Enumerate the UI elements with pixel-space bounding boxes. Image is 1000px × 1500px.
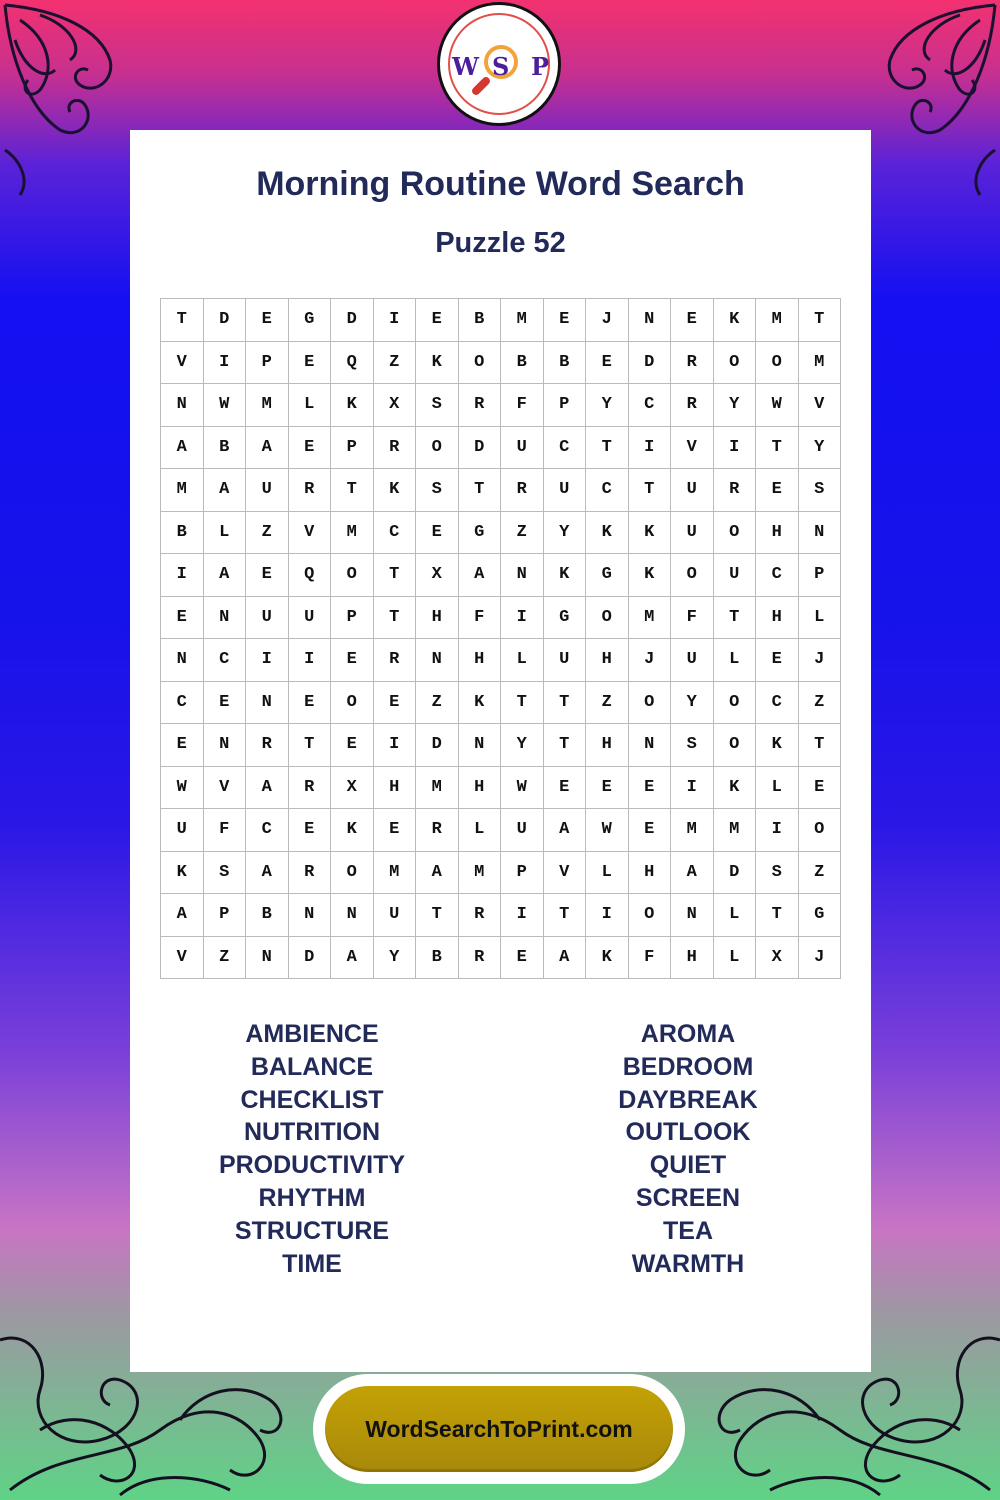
grid-cell[interactable]: I [629, 427, 672, 470]
puzzle-title: Morning Routine Word Search [256, 165, 745, 203]
grid-cell[interactable]: Y [586, 384, 629, 427]
grid-cell[interactable]: B [246, 894, 289, 937]
grid-cell[interactable]: V [161, 937, 204, 980]
grid-cell[interactable]: H [374, 767, 417, 810]
grid-cell[interactable]: S [671, 724, 714, 767]
grid-cell[interactable]: H [629, 852, 672, 895]
grid-cell[interactable]: N [161, 384, 204, 427]
grid-cell[interactable]: R [671, 342, 714, 385]
grid-cell[interactable]: I [501, 894, 544, 937]
grid-cell[interactable]: H [416, 597, 459, 640]
grid-cell[interactable]: P [544, 384, 587, 427]
grid-cell[interactable]: T [629, 469, 672, 512]
grid-cell[interactable]: X [374, 384, 417, 427]
grid-cell[interactable]: V [289, 512, 332, 555]
grid-cell[interactable]: T [544, 894, 587, 937]
grid-cell[interactable]: T [799, 299, 842, 342]
grid-cell[interactable]: N [289, 894, 332, 937]
grid-cell[interactable]: A [671, 852, 714, 895]
grid-cell[interactable]: R [416, 809, 459, 852]
grid-cell[interactable]: M [629, 597, 672, 640]
word-list-item: NUTRITION [243, 1118, 381, 1147]
grid-cell[interactable]: O [714, 724, 757, 767]
grid-cell[interactable]: I [671, 767, 714, 810]
grid-cell[interactable]: S [416, 384, 459, 427]
grid-cell[interactable]: N [671, 894, 714, 937]
grid-cell[interactable]: P [246, 342, 289, 385]
grid-cell[interactable]: E [416, 512, 459, 555]
grid-cell[interactable]: I [501, 597, 544, 640]
grid-cell[interactable]: N [799, 512, 842, 555]
grid-cell[interactable]: K [161, 852, 204, 895]
grid-cell[interactable]: N [416, 639, 459, 682]
grid-cell[interactable]: N [331, 894, 374, 937]
grid-cell[interactable]: K [586, 937, 629, 980]
grid-cell[interactable]: E [586, 767, 629, 810]
grid-cell[interactable]: Q [331, 342, 374, 385]
word-list-item: OUTLOOK [625, 1118, 751, 1147]
grid-cell[interactable]: B [459, 299, 502, 342]
grid-cell[interactable]: I [204, 342, 247, 385]
grid-cell[interactable]: T [799, 724, 842, 767]
grid-cell[interactable]: P [331, 427, 374, 470]
grid-cell[interactable]: U [289, 597, 332, 640]
grid-cell[interactable]: I [374, 299, 417, 342]
grid-cell[interactable]: O [331, 852, 374, 895]
grid-cell[interactable]: N [629, 724, 672, 767]
grid-cell[interactable]: G [799, 894, 842, 937]
grid-cell[interactable]: T [544, 682, 587, 725]
grid-cell[interactable]: H [586, 724, 629, 767]
grid-cell[interactable]: E [331, 724, 374, 767]
grid-cell[interactable]: V [204, 767, 247, 810]
grid-cell[interactable]: W [204, 384, 247, 427]
grid-cell[interactable]: N [246, 937, 289, 980]
grid-cell[interactable]: G [544, 597, 587, 640]
grid-cell[interactable]: A [246, 852, 289, 895]
website-link[interactable]: WordSearchToPrint.com [365, 1415, 633, 1442]
grid-cell[interactable]: E [416, 299, 459, 342]
grid-cell[interactable]: E [799, 767, 842, 810]
grid-cell[interactable]: M [416, 767, 459, 810]
grid-cell[interactable]: J [629, 639, 672, 682]
grid-cell[interactable]: P [204, 894, 247, 937]
grid-cell[interactable]: O [416, 427, 459, 470]
grid-cell[interactable]: K [714, 767, 757, 810]
grid-cell[interactable]: N [161, 639, 204, 682]
grid-cell[interactable]: O [756, 342, 799, 385]
word-list-item: TEA [663, 1216, 713, 1245]
grid-cell[interactable]: T [374, 554, 417, 597]
grid-cell[interactable]: R [289, 852, 332, 895]
grid-cell[interactable]: L [756, 767, 799, 810]
grid-cell[interactable]: E [756, 639, 799, 682]
grid-cell[interactable]: E [289, 682, 332, 725]
grid-cell[interactable]: R [289, 469, 332, 512]
grid-cell[interactable]: P [331, 597, 374, 640]
word-list-item: RHYTHM [258, 1183, 366, 1212]
letter-grid [160, 298, 841, 979]
grid-cell[interactable]: S [756, 852, 799, 895]
grid-cell[interactable]: R [459, 894, 502, 937]
grid-cell[interactable]: K [586, 512, 629, 555]
grid-cell[interactable]: U [246, 469, 289, 512]
word-list-item: CHECKLIST [240, 1085, 384, 1114]
word-list-right [538, 1018, 838, 1280]
grid-cell[interactable]: H [671, 937, 714, 980]
grid-cell[interactable]: O [629, 682, 672, 725]
puzzle-number: Puzzle 52 [435, 227, 566, 259]
grid-cell[interactable]: D [714, 852, 757, 895]
grid-cell[interactable]: E [501, 937, 544, 980]
grid-cell[interactable]: T [289, 724, 332, 767]
grid-cell[interactable]: Y [799, 427, 842, 470]
grid-cell[interactable]: K [629, 554, 672, 597]
grid-cell[interactable]: A [544, 937, 587, 980]
grid-cell[interactable]: Z [374, 342, 417, 385]
grid-cell[interactable]: V [799, 384, 842, 427]
grid-cell[interactable]: G [586, 554, 629, 597]
grid-cell[interactable]: U [161, 809, 204, 852]
grid-cell[interactable]: M [671, 809, 714, 852]
grid-cell[interactable]: Z [799, 852, 842, 895]
logo-letter-s: S [492, 52, 510, 81]
grid-cell[interactable]: S [799, 469, 842, 512]
grid-cell[interactable]: G [289, 299, 332, 342]
grid-cell[interactable]: E [289, 809, 332, 852]
grid-cell[interactable]: U [374, 894, 417, 937]
grid-cell[interactable]: T [714, 597, 757, 640]
grid-cell[interactable]: S [204, 852, 247, 895]
grid-cell[interactable]: B [416, 937, 459, 980]
grid-cell[interactable]: F [629, 937, 672, 980]
grid-cell[interactable]: E [544, 299, 587, 342]
grid-cell[interactable]: T [161, 299, 204, 342]
grid-cell[interactable]: Q [289, 554, 332, 597]
grid-cell[interactable]: K [331, 384, 374, 427]
grid-cell[interactable]: A [204, 554, 247, 597]
grid-cell[interactable]: N [204, 724, 247, 767]
grid-cell[interactable]: B [204, 427, 247, 470]
grid-cell[interactable]: M [459, 852, 502, 895]
grid-cell[interactable]: D [629, 342, 672, 385]
grid-cell[interactable]: C [544, 427, 587, 470]
grid-cell[interactable]: W [586, 809, 629, 852]
site-logo[interactable] [437, 2, 561, 126]
grid-cell[interactable]: J [586, 299, 629, 342]
grid-cell[interactable]: A [246, 767, 289, 810]
grid-cell[interactable]: E [671, 299, 714, 342]
grid-cell[interactable]: T [501, 682, 544, 725]
grid-cell[interactable]: K [459, 682, 502, 725]
logo-letter-w: W [452, 52, 479, 81]
grid-cell[interactable]: U [671, 639, 714, 682]
grid-cell[interactable]: C [629, 384, 672, 427]
word-list-item: PRODUCTIVITY [218, 1151, 406, 1180]
grid-cell[interactable]: E [289, 342, 332, 385]
word-list-item: BEDROOM [622, 1052, 754, 1081]
word-list-item: TIME [282, 1249, 342, 1278]
grid-cell[interactable]: A [161, 894, 204, 937]
grid-cell[interactable]: L [289, 384, 332, 427]
corner-ornament-top-left [0, 0, 150, 200]
grid-cell[interactable]: D [204, 299, 247, 342]
grid-cell[interactable]: I [756, 809, 799, 852]
grid-cell[interactable]: E [289, 427, 332, 470]
grid-cell[interactable]: H [459, 767, 502, 810]
footer-badge [313, 1374, 685, 1484]
grid-cell[interactable]: T [586, 427, 629, 470]
word-list-item: QUIET [649, 1151, 727, 1180]
grid-cell[interactable]: B [544, 342, 587, 385]
grid-cell[interactable]: Y [501, 724, 544, 767]
word-list-item: AROMA [640, 1020, 736, 1048]
grid-cell[interactable]: Y [714, 384, 757, 427]
grid-cell[interactable]: Z [204, 937, 247, 980]
grid-cell[interactable]: A [459, 554, 502, 597]
grid-cell[interactable]: O [714, 682, 757, 725]
grid-cell[interactable]: P [799, 554, 842, 597]
grid-cell[interactable]: E [246, 554, 289, 597]
grid-cell[interactable]: K [544, 554, 587, 597]
grid-cell[interactable]: R [374, 427, 417, 470]
grid-cell[interactable]: O [714, 342, 757, 385]
grid-cell[interactable]: E [161, 724, 204, 767]
grid-cell[interactable]: Y [374, 937, 417, 980]
grid-cell[interactable]: I [289, 639, 332, 682]
grid-cell[interactable]: A [544, 809, 587, 852]
grid-cell[interactable]: Z [799, 682, 842, 725]
grid-cell[interactable]: S [416, 469, 459, 512]
grid-cell[interactable]: P [501, 852, 544, 895]
grid-cell[interactable]: J [799, 937, 842, 980]
word-list-item: WARMTH [631, 1249, 745, 1278]
grid-cell[interactable]: E [204, 682, 247, 725]
grid-cell[interactable]: C [374, 512, 417, 555]
grid-cell[interactable]: F [671, 597, 714, 640]
grid-cell[interactable]: R [459, 384, 502, 427]
grid-cell[interactable]: N [459, 724, 502, 767]
grid-cell[interactable]: F [501, 384, 544, 427]
grid-cell[interactable]: E [756, 469, 799, 512]
grid-cell[interactable]: L [459, 809, 502, 852]
grid-cell[interactable]: T [544, 724, 587, 767]
grid-cell[interactable]: O [331, 682, 374, 725]
grid-cell[interactable]: M [756, 299, 799, 342]
grid-cell[interactable]: C [586, 469, 629, 512]
word-list-item: BALANCE [250, 1052, 374, 1081]
grid-cell[interactable]: D [331, 299, 374, 342]
grid-cell[interactable]: F [204, 809, 247, 852]
grid-cell[interactable]: R [501, 469, 544, 512]
grid-cell[interactable]: U [246, 597, 289, 640]
grid-cell[interactable]: R [714, 469, 757, 512]
grid-cell[interactable]: M [799, 342, 842, 385]
word-list-item: STRUCTURE [234, 1216, 390, 1245]
grid-cell[interactable]: L [586, 852, 629, 895]
grid-cell[interactable]: E [331, 639, 374, 682]
logo-letter-p: P [531, 52, 550, 81]
grid-cell[interactable]: O [799, 809, 842, 852]
puzzle-card [130, 130, 871, 1372]
grid-cell[interactable]: A [331, 937, 374, 980]
grid-cell[interactable]: N [501, 554, 544, 597]
grid-cell[interactable]: C [204, 639, 247, 682]
website-button[interactable] [325, 1386, 673, 1472]
grid-cell[interactable]: U [671, 512, 714, 555]
grid-cell[interactable]: M [331, 512, 374, 555]
grid-cell[interactable]: U [544, 469, 587, 512]
grid-cell[interactable]: M [501, 299, 544, 342]
grid-cell[interactable]: T [416, 894, 459, 937]
grid-cell[interactable]: K [331, 809, 374, 852]
grid-cell[interactable]: O [586, 597, 629, 640]
grid-cell[interactable]: R [374, 639, 417, 682]
grid-cell[interactable]: R [671, 384, 714, 427]
grid-cell[interactable]: Z [416, 682, 459, 725]
grid-cell[interactable]: U [671, 469, 714, 512]
word-list-item: AMBIENCE [245, 1020, 379, 1048]
grid-cell[interactable]: A [204, 469, 247, 512]
grid-cell[interactable]: C [756, 554, 799, 597]
grid-cell[interactable]: I [374, 724, 417, 767]
grid-cell[interactable]: N [204, 597, 247, 640]
grid-cell[interactable]: B [501, 342, 544, 385]
grid-cell[interactable]: U [501, 809, 544, 852]
grid-cell[interactable]: E [586, 342, 629, 385]
grid-cell[interactable]: R [246, 724, 289, 767]
grid-cell[interactable]: U [544, 639, 587, 682]
grid-cell[interactable]: W [161, 767, 204, 810]
grid-cell[interactable]: M [161, 469, 204, 512]
grid-cell[interactable]: L [501, 639, 544, 682]
grid-cell[interactable]: T [331, 469, 374, 512]
grid-cell[interactable]: U [501, 427, 544, 470]
grid-cell[interactable]: I [586, 894, 629, 937]
grid-cell[interactable]: L [204, 512, 247, 555]
grid-cell[interactable]: D [459, 427, 502, 470]
grid-cell[interactable]: E [374, 809, 417, 852]
word-list-left [162, 1018, 462, 1280]
grid-cell[interactable]: O [629, 894, 672, 937]
grid-cell[interactable]: O [459, 342, 502, 385]
grid-cell[interactable]: V [161, 342, 204, 385]
grid-cell[interactable]: H [756, 512, 799, 555]
grid-cell[interactable]: G [459, 512, 502, 555]
grid-cell[interactable]: L [714, 639, 757, 682]
grid-cell[interactable]: K [374, 469, 417, 512]
grid-cell[interactable]: O [714, 512, 757, 555]
grid-cell[interactable]: L [714, 894, 757, 937]
grid-cell[interactable]: X [756, 937, 799, 980]
grid-cell[interactable]: O [331, 554, 374, 597]
grid-cell[interactable]: T [374, 597, 417, 640]
grid-cell[interactable]: C [756, 682, 799, 725]
grid-cell[interactable]: B [161, 512, 204, 555]
grid-cell[interactable]: O [671, 554, 714, 597]
grid-cell[interactable]: E [544, 767, 587, 810]
grid-cell[interactable]: E [374, 682, 417, 725]
grid-cell[interactable]: N [246, 682, 289, 725]
grid-cell[interactable]: R [289, 767, 332, 810]
grid-cell[interactable]: K [714, 299, 757, 342]
grid-cell[interactable]: E [629, 767, 672, 810]
corner-ornament-top-right [850, 0, 1000, 200]
grid-cell[interactable]: E [161, 597, 204, 640]
grid-cell[interactable]: V [544, 852, 587, 895]
grid-cell[interactable]: W [756, 384, 799, 427]
grid-cell[interactable]: A [246, 427, 289, 470]
grid-cell[interactable]: E [629, 809, 672, 852]
grid-cell[interactable]: Y [671, 682, 714, 725]
grid-cell[interactable]: H [586, 639, 629, 682]
grid-cell[interactable]: N [629, 299, 672, 342]
grid-cell[interactable]: W [501, 767, 544, 810]
grid-cell[interactable]: K [756, 724, 799, 767]
grid-cell[interactable]: H [459, 639, 502, 682]
grid-cell[interactable]: Z [501, 512, 544, 555]
grid-cell[interactable]: I [714, 427, 757, 470]
grid-cell[interactable]: T [756, 894, 799, 937]
grid-cell[interactable]: K [416, 342, 459, 385]
grid-cell[interactable]: A [161, 427, 204, 470]
grid-cell[interactable]: X [331, 767, 374, 810]
grid-cell[interactable]: D [289, 937, 332, 980]
word-list-item: DAYBREAK [618, 1085, 758, 1114]
grid-cell[interactable]: A [416, 852, 459, 895]
grid-cell[interactable]: Y [544, 512, 587, 555]
grid-cell[interactable]: M [374, 852, 417, 895]
grid-cell[interactable]: L [714, 937, 757, 980]
grid-cell[interactable]: L [799, 597, 842, 640]
grid-cell[interactable]: Z [586, 682, 629, 725]
grid-cell[interactable]: T [459, 469, 502, 512]
grid-cell[interactable]: C [246, 809, 289, 852]
grid-cell[interactable]: M [246, 384, 289, 427]
grid-cell[interactable]: V [671, 427, 714, 470]
grid-cell[interactable]: U [714, 554, 757, 597]
grid-cell[interactable]: F [459, 597, 502, 640]
word-list-item: SCREEN [635, 1183, 741, 1212]
grid-cell[interactable]: E [246, 299, 289, 342]
grid-cell[interactable]: H [756, 597, 799, 640]
grid-cell[interactable]: X [416, 554, 459, 597]
grid-cell[interactable]: I [246, 639, 289, 682]
grid-cell[interactable]: K [629, 512, 672, 555]
grid-cell[interactable]: R [459, 937, 502, 980]
grid-cell[interactable]: Z [246, 512, 289, 555]
grid-cell[interactable]: D [416, 724, 459, 767]
grid-cell[interactable]: J [799, 639, 842, 682]
grid-cell[interactable]: M [714, 809, 757, 852]
grid-cell[interactable]: C [161, 682, 204, 725]
grid-cell[interactable]: T [756, 427, 799, 470]
grid-cell[interactable]: I [161, 554, 204, 597]
